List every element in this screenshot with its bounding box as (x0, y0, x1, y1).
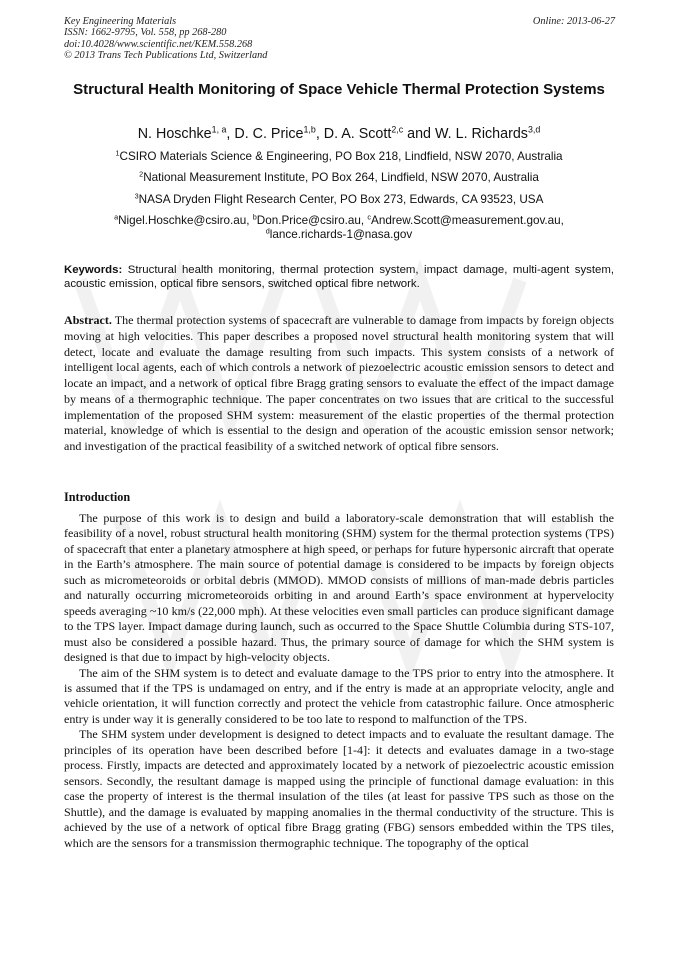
author-list: N. Hoschke$^{1, a}$, D. C. Price$^{1,b}$, D. A. Scott$^{2,c}$ and W. L. Richards$^{3,d}$ (137, 124, 541, 142)
email-link[interactable]: Andrew.Scott@measurement.gov.au, (371, 214, 564, 227)
author-name: N. Hoschke (137, 126, 212, 142)
paragraph: The purpose of this work is to design and build a laboratory-scale demonstration that will establish the feasibility of a novel, robust structural health monitoring (SHM) system for the thermal protection systems (TPS) of spacecraft that enter a planetary atmosphere at high speed, or perhaps for future hypersonic aircraft that operate in the Earth’s atmosphere. The main source of potential damage is considered to be impacts by foreign objects such as micrometeoroids or orbital debris (MMOD). MMOD consists of millions of man-made debris particles and naturally occurring micrometeoroids orbiting in and around Earth’s space environment at hypervelocity speeds averaging ~10 km/s (22,000 mph). At these velocities even small particles can produce significant damage to the TPS layer. Impact damage during launch, such as occurred to the Space Shuttle Columbia during STS-107, must also be considered a possible hazard. Thus, the primary source of damage for which the SHM system is designed is that due to impact by high-velocity objects. (64, 511, 614, 665)
author-sup: 1,b (303, 124, 316, 135)
author-sup: 2,c (391, 124, 404, 135)
abstract-label: Abstract. (64, 313, 112, 327)
keywords-label: Keywords: (64, 264, 123, 276)
abstract (64, 313, 614, 455)
affiliation-2: $^2$National Measurement Institute, PO Box 264, Lindfield, NSW 2070, Australia (139, 169, 539, 184)
author-sup: 3,d (527, 124, 541, 135)
doi-line[interactable]: doi:10.4028/www.scientific.net/KEM.558.268 (64, 38, 253, 50)
abstract-text: The thermal protection systems of spacecraft are vulnerable to damage from impacts by foreign objects moving at high velocities. This paper describes a proposed novel structural health monitoring system that will detect, locate and evaluate the damage resulting from such impacts. This system consists of a network of intelligent local agents, each of which controls a network of piezoelectric acoustic emission sensors to detect and locate an impact, and a network of optical fibre Bragg grating sensors to evaluate the effect of the impact damage by means of a thermographic technique. The paper concentrates on two issues that are critical to the successful implementation of the proposed SHM system: measurement of the elastic properties of the thermal protection material, knowledge of which is essential to the design and operation of the acoustic emission sensor network; and investigation of the practical feasibility of a switched network of optical fibre sensors. (64, 313, 614, 453)
introduction-body (64, 511, 614, 851)
author-emails: $^a$Nigel.Hoschke@csiro.au, $^b$Don.Price@csiro.au, $^c$Andrew.Scott@measurement.gov.au, $^d$lance.richards-1@nasa.gov (114, 212, 564, 241)
author-name: D. C. Price (234, 126, 304, 142)
keywords (64, 263, 614, 292)
email-link[interactable]: Nigel.Hoschke@csiro.au, (118, 214, 253, 227)
paragraph: The aim of the SHM system is to detect and evaluate damage to the TPS prior to entry into the atmosphere. It is assumed that if the TPS is undamaged on entry, and if the entry is made at an appropriate velocity, angle and vehicle orientation, it will function correctly and protect the vehicle from catastrophic failure. Once atmospheric entry is under way it is generally considered to be too late to respond to malfunction of the TPS. (64, 665, 614, 726)
author-name: D. A. Scott (323, 126, 392, 142)
copyright-line: © 2013 Trans Tech Publications Ltd, Switzerland (64, 50, 268, 62)
keywords-text: Structural health monitoring, thermal protection system, impact damage, multi-agent system, acoustic emission, optical fibre sensors, switched optical fibre network. (64, 264, 614, 291)
email-link[interactable]: Don.Price@csiro.au, (256, 214, 368, 227)
affiliation-1: $^1$CSIRO Materials Science & Engineering, PO Box 218, Lindfield, NSW 2070, Australia (115, 148, 563, 163)
journal-name: Key Engineering Materials (64, 16, 177, 27)
section-heading-introduction: Introduction (64, 490, 131, 504)
issn-line: ISSN: 1662-9795, Vol. 558, pp 268-280 (64, 27, 227, 39)
paper-title: Structural Health Monitoring of Space Vehicle Thermal Protection Systems (73, 81, 605, 98)
affiliation-3: $^3$NASA Dryden Flight Research Center, PO Box 273, Edwards, CA 93523, USA (134, 191, 544, 206)
email-link[interactable]: lance.richards-1@nasa.gov (269, 228, 413, 241)
journal-header (64, 16, 615, 62)
author-sup: 1, a (211, 124, 227, 135)
paragraph: The SHM system under development is designed to detect impacts and to evaluate the resultant damage. The principles of its operation have been described before [1-4]: it detects and evaluates damage in a two-stage process. Firstly, impacts are detected and approximately located by a network of piezoelectric acoustic emission sensors. Secondly, the resultant damage is mapped using the principle of functional damage evaluation: in this case the property of interest is the thermal insulation of the tiles (at least for passive TPS such as those on the Shuttle), and the damage is evaluated by mapping anomalies in the thermal conductivity of the structure. This is achieved by the use of a network of optical fibre Bragg grating (FBG) sensors embedded within the TPS tiles, which are the sensors for a transmission thermographic technique. The topography of the optical (64, 727, 614, 850)
author-name: W. L. Richards (434, 126, 528, 142)
online-date: Online: 2013-06-27 (532, 16, 615, 27)
